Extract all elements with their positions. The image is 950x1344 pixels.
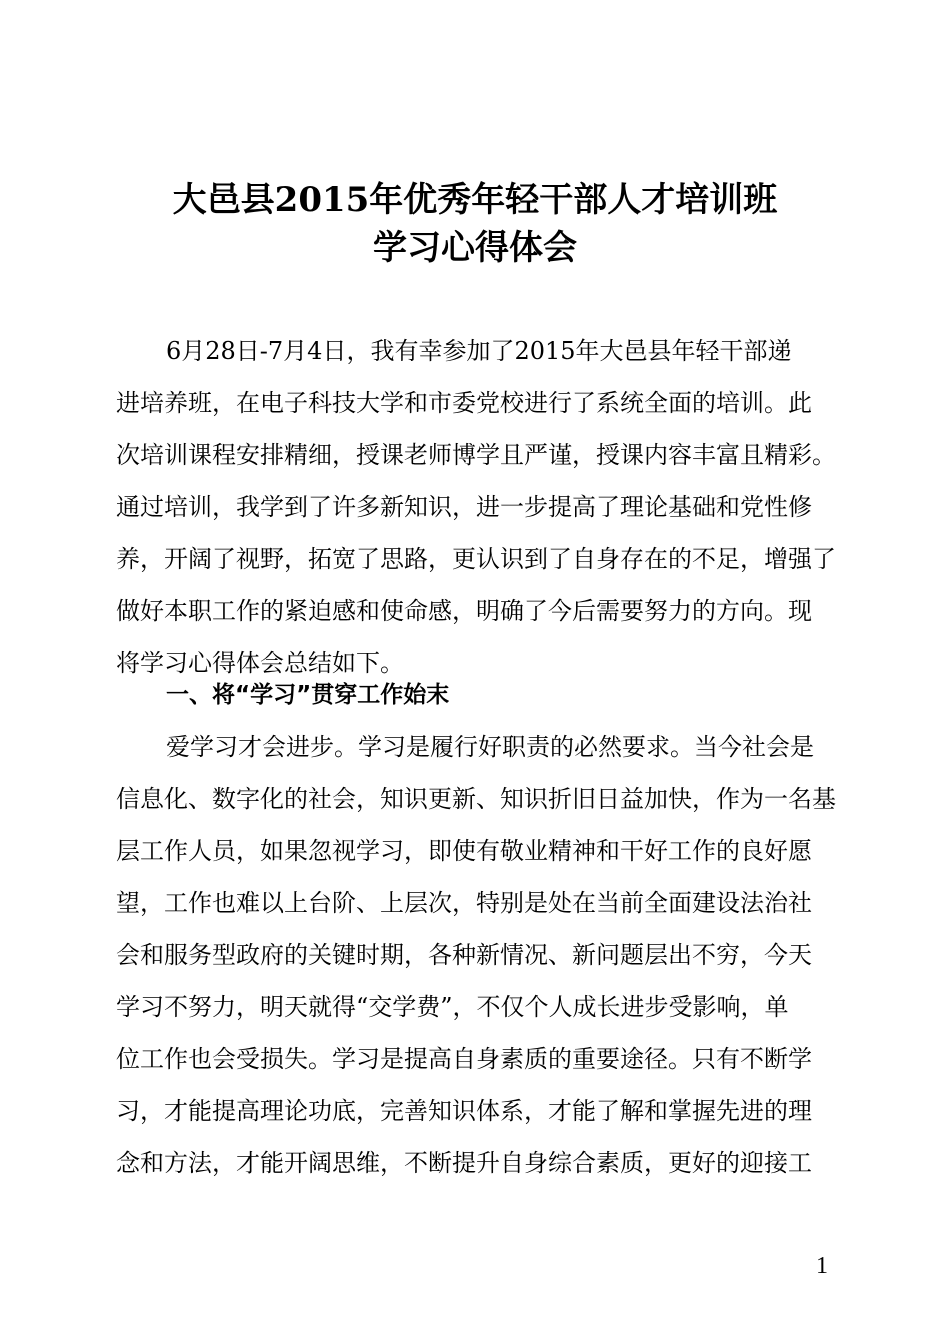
paragraph-2-line: 信息化、数字化的社会，知识更新、知识折旧日益加快，作为一名基 [116, 785, 836, 813]
paragraph-2-line: 念和方法，才能开阔思维，不断提升自身综合素质，更好的迎接工 [116, 1149, 812, 1177]
paragraph-2-line: 会和服务型政府的关键时期，各种新情况、新问题层出不穷，今天 [116, 941, 812, 969]
paragraph-1-line: 6月28日-7月4日，我有幸参加了2015年大邑县年轻干部递 [166, 337, 792, 365]
paragraph-2-line: 学习不努力，明天就得“交学费”，不仅个人成长进步受影响，单 [116, 993, 789, 1021]
document-title-line-2: 学习心得体会 [373, 228, 577, 268]
paragraph-2-line: 位工作也会受损失。学习是提高自身素质的重要途径。只有不断学 [116, 1045, 812, 1073]
paragraph-2-line: 爱学习才会进步。学习是履行好职责的必然要求。当今社会是 [166, 733, 814, 761]
paragraph-2-line: 习，才能提高理论功底，完善知识体系，才能了解和掌握先进的理 [116, 1097, 812, 1125]
paragraph-2-line: 望，工作也难以上台阶、上层次，特别是处在当前全面建设法治社 [116, 889, 812, 917]
paragraph-1-line: 次培训课程安排精细，授课老师博学且严谨，授课内容丰富且精彩。 [116, 441, 836, 469]
paragraph-1-line: 通过培训，我学到了许多新知识，进一步提高了理论基础和党性修 [116, 493, 812, 521]
paragraph-2-line: 层工作人员，如果忽视学习，即使有敬业精神和干好工作的良好愿 [116, 837, 812, 865]
paragraph-1-line: 将学习心得体会总结如下。 [116, 649, 404, 677]
paragraph-1-line: 做好本职工作的紧迫感和使命感，明确了今后需要努力的方向。现 [116, 597, 812, 625]
section-1-heading: 一、将“学习”贯穿工作始末 [166, 682, 450, 708]
paragraph-1-line: 养，开阔了视野，拓宽了思路，更认识到了自身存在的不足，增强了 [116, 545, 836, 573]
page-number: 1 [816, 1253, 828, 1279]
paragraph-1-line: 进培养班，在电子科技大学和市委党校进行了系统全面的培训。此 [116, 389, 812, 417]
document-title-line-1: 大邑县2015年优秀年轻干部人才培训班 [172, 180, 778, 220]
